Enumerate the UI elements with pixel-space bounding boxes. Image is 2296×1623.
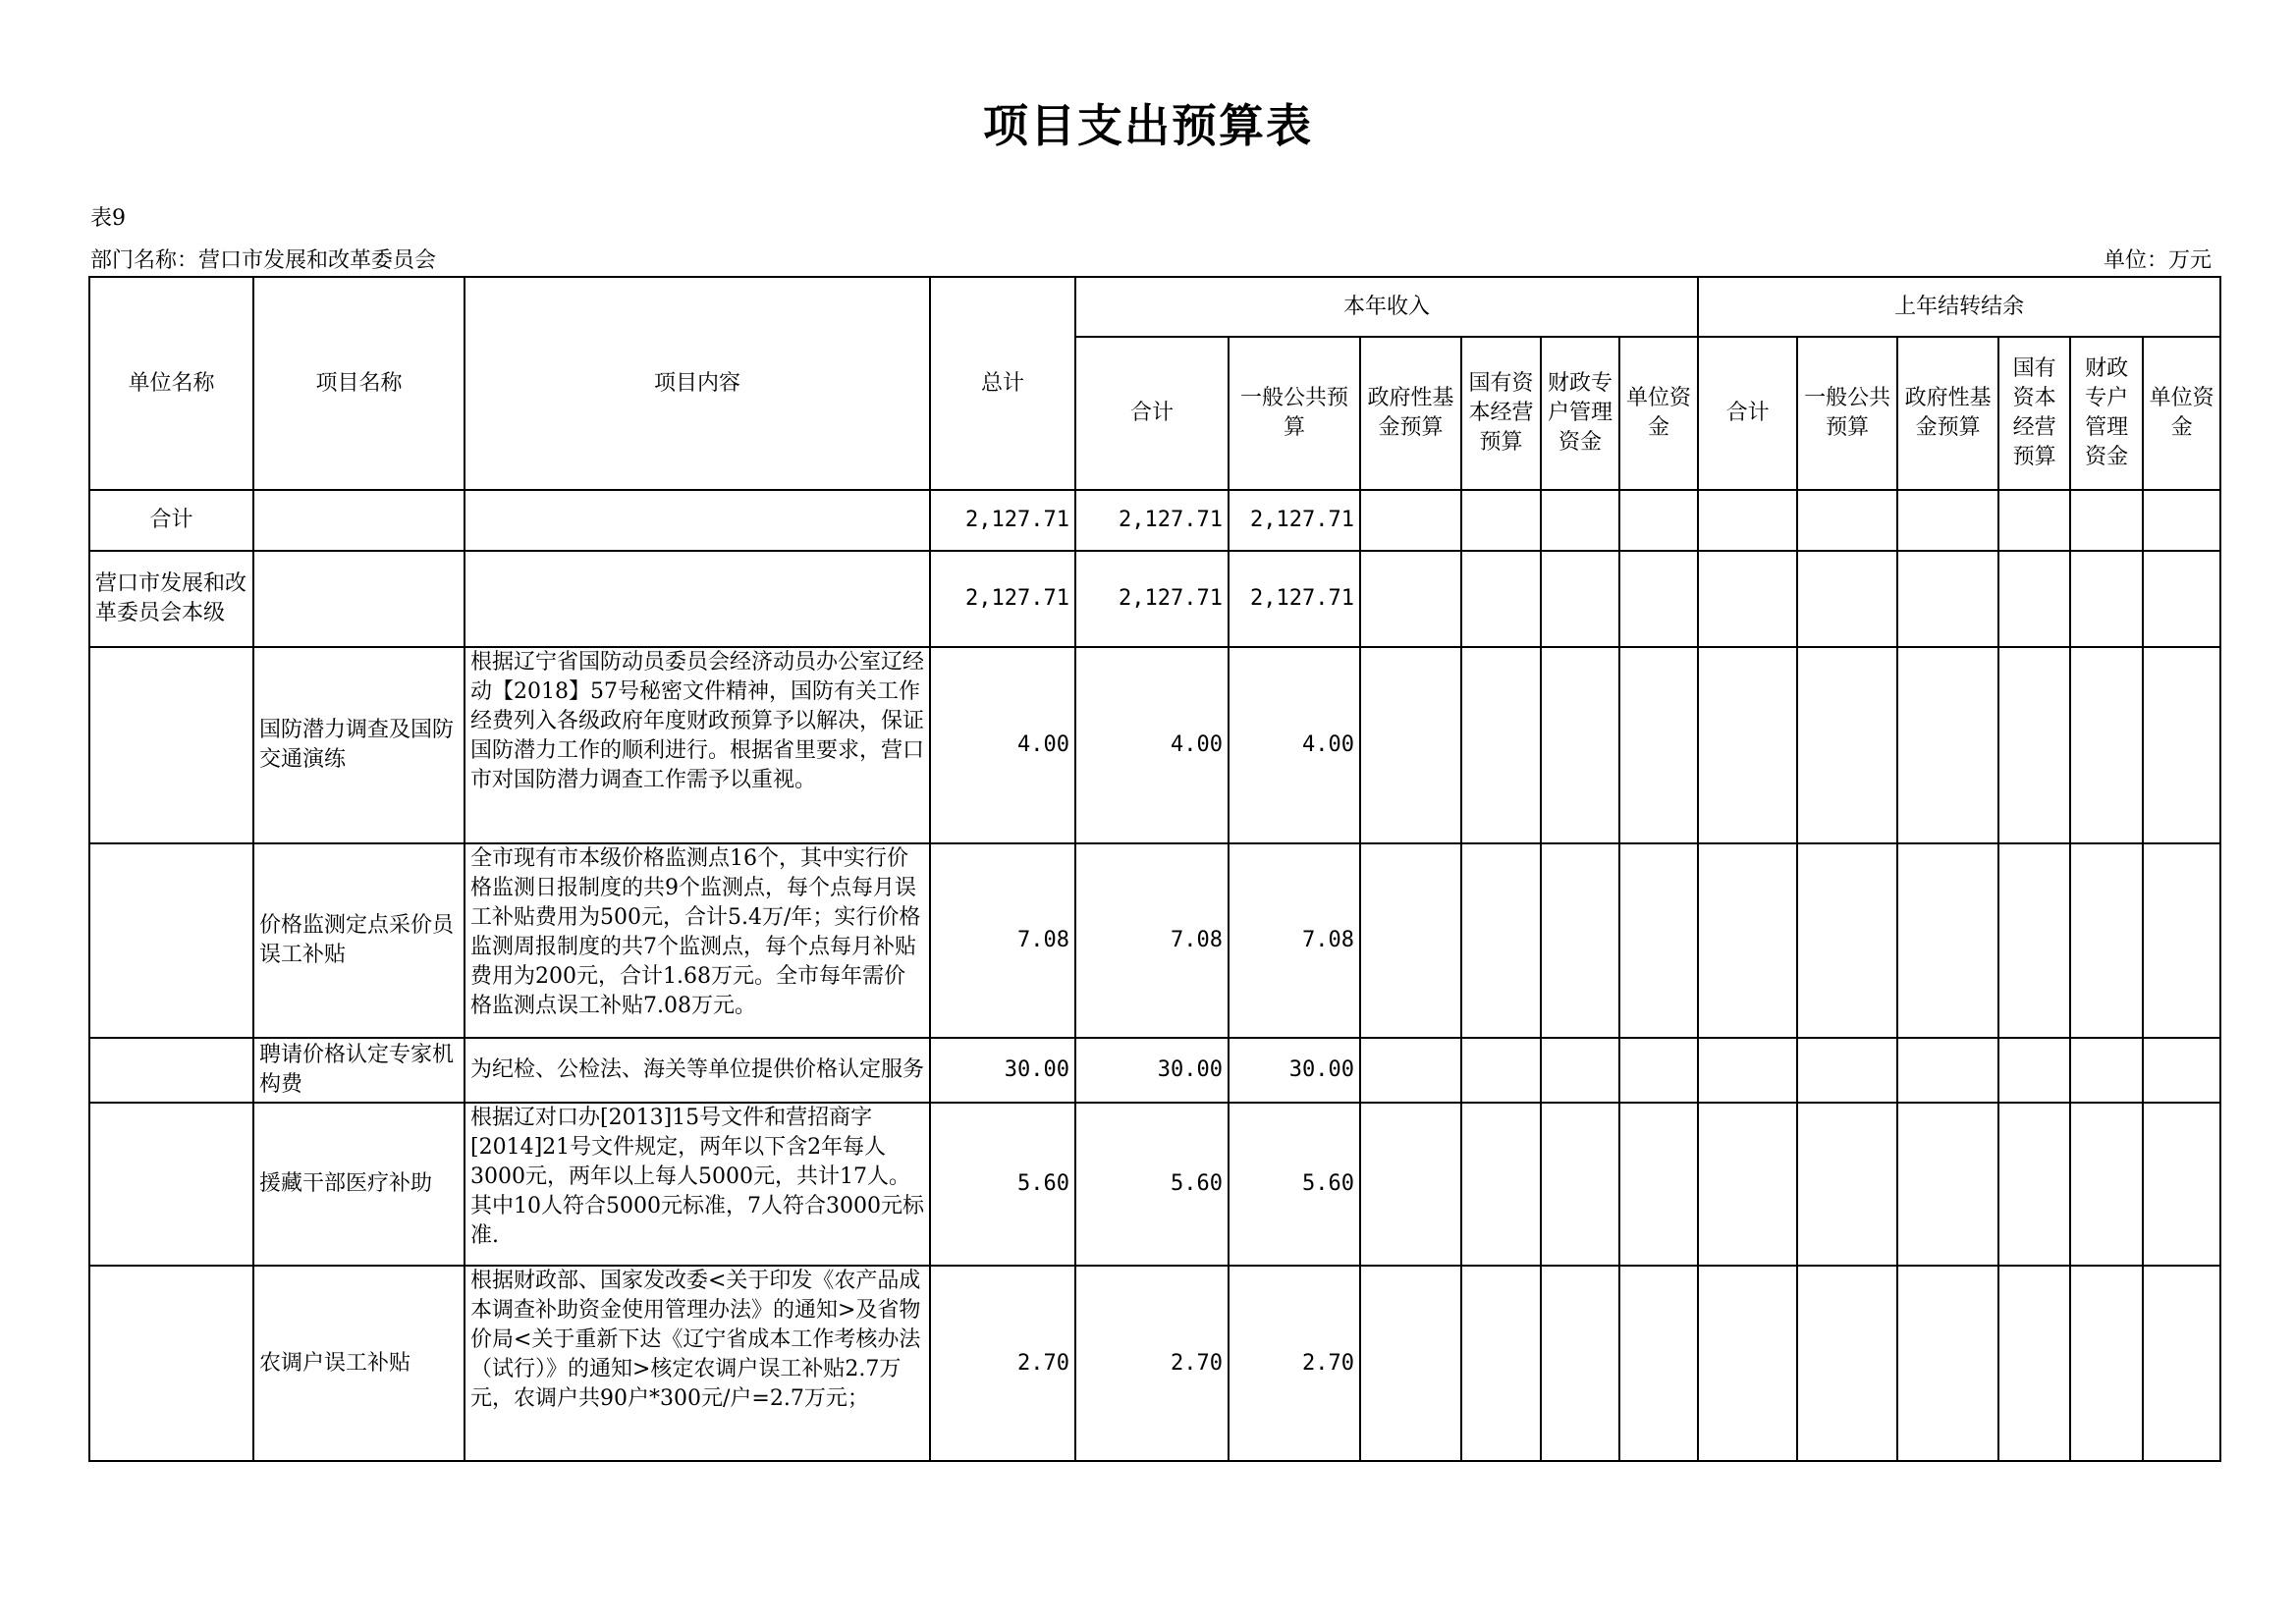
- cell-total: 2.70: [930, 1266, 1075, 1461]
- table-row: [89, 490, 2220, 551]
- cell-total: 2,127.71: [930, 551, 1075, 647]
- table-row: [89, 647, 2220, 843]
- cell-project-name: 国防潜力调查及国防交通演练: [253, 647, 465, 843]
- cell-project-content: [465, 551, 930, 647]
- header-carry-special-account: 财政专户管理资金: [2070, 337, 2143, 490]
- cell-total: 5.60: [930, 1103, 1075, 1266]
- cell-unit: 营口市发展和改革委员会本级: [89, 551, 253, 647]
- department-name: 部门名称：营口市发展和改革委员会: [90, 248, 437, 273]
- header-carryover: 上年结转结余: [1698, 277, 2220, 337]
- cell-project-content: 全市现有市本级价格监测点16个，其中实行价格监测日报制度的共9个监测点，每个点每月误工补贴费用为500元，合计5.4万/年；实行价格监测周报制度的共7个监测点，每个点每月补贴费用为200元，合计1.68万元。全市每年需价格监测点误工补贴7.08万元。: [465, 843, 930, 1038]
- cell-total: 2,127.71: [930, 490, 1075, 551]
- header-carry-general: 一般公共预算: [1797, 337, 1897, 490]
- cell-cur-total: 2.70: [1075, 1266, 1229, 1461]
- table-number: 表9: [90, 206, 126, 231]
- table-row: [89, 1038, 2220, 1103]
- cell-cur-general: 2.70: [1229, 1266, 1360, 1461]
- cell-cur-general: 7.08: [1229, 843, 1360, 1038]
- cell-unit: [89, 1266, 253, 1461]
- page-title: 项目支出预算表: [983, 99, 1313, 152]
- cell-cur-total: 2,127.71: [1075, 551, 1229, 647]
- header-cur-state-capital: 国有资本经营预算: [1461, 337, 1541, 490]
- cell-project-name: [253, 490, 465, 551]
- header-current-income: 本年收入: [1075, 277, 1698, 337]
- header-carry-state-capital: 国有资本经营预算: [1998, 337, 2070, 490]
- header-cur-special-account: 财政专户管理资金: [1541, 337, 1619, 490]
- table-row: [89, 1266, 2220, 1461]
- table-row: [89, 1103, 2220, 1266]
- header-unit-name: 单位名称: [89, 277, 253, 490]
- cell-cur-total: 30.00: [1075, 1038, 1229, 1103]
- cell-project-name: 援藏干部医疗补助: [253, 1103, 465, 1266]
- cell-cur-total: 5.60: [1075, 1103, 1229, 1266]
- budget-table: [88, 276, 2221, 1462]
- cell-total: 7.08: [930, 843, 1075, 1038]
- table-row: [89, 551, 2220, 647]
- cell-project-content: 根据辽对口办[2013]15号文件和营招商字[2014]21号文件规定，两年以下含2年每人3000元，两年以上每人5000元，共计17人。其中10人符合5000元标准，7人符合3000元标准.: [465, 1103, 930, 1266]
- cell-cur-general: 2,127.71: [1229, 490, 1360, 551]
- cell-unit: 合计: [89, 490, 253, 551]
- cell-cur-general: 5.60: [1229, 1103, 1360, 1266]
- header-carry-total: 合计: [1698, 337, 1797, 490]
- cell-cur-general: 2,127.71: [1229, 551, 1360, 647]
- header-total: 总计: [930, 277, 1075, 490]
- cell-unit: [89, 843, 253, 1038]
- cell-cur-general: 4.00: [1229, 647, 1360, 843]
- cell-unit: [89, 647, 253, 843]
- cell-project-content: 根据财政部、国家发改委<关于印发《农产品成本调查补助资金使用管理办法》的通知>及省物价局<关于重新下达《辽宁省成本工作考核办法（试行）》的通知>核定农调户误工补贴2.7万元，农调户共90户*300元/户=2.7万元；: [465, 1266, 930, 1461]
- header-cur-general: 一般公共预算: [1229, 337, 1360, 490]
- cell-cur-total: 2,127.71: [1075, 490, 1229, 551]
- cell-unit: [89, 1038, 253, 1103]
- cell-project-content: [465, 490, 930, 551]
- cell-cur-total: 7.08: [1075, 843, 1229, 1038]
- cell-total: 4.00: [930, 647, 1075, 843]
- cell-cur-total: 4.00: [1075, 647, 1229, 843]
- header-cur-total: 合计: [1075, 337, 1229, 490]
- header-cur-unit-fund: 单位资金: [1619, 337, 1698, 490]
- header-cur-fund: 政府性基金预算: [1360, 337, 1461, 490]
- header-project-content: 项目内容: [465, 277, 930, 490]
- cell-project-name: 农调户误工补贴: [253, 1266, 465, 1461]
- cell-project-content: 为纪检、公检法、海关等单位提供价格认定服务: [465, 1038, 930, 1103]
- header-carry-fund: 政府性基金预算: [1897, 337, 1998, 490]
- header-carry-unit-fund: 单位资金: [2143, 337, 2220, 490]
- header-project-name: 项目名称: [253, 277, 465, 490]
- cell-cur-general: 30.00: [1229, 1038, 1360, 1103]
- cell-project-name: 价格监测定点采价员误工补贴: [253, 843, 465, 1038]
- cell-project-name: [253, 551, 465, 647]
- cell-unit: [89, 1103, 253, 1266]
- cell-project-name: 聘请价格认定专家机构费: [253, 1038, 465, 1103]
- table-row: [89, 843, 2220, 1038]
- cell-project-content: 根据辽宁省国防动员委员会经济动员办公室辽经动【2018】57号秘密文件精神，国防有关工作经费列入各级政府年度财政预算予以解决，保证国防潜力工作的顺利进行。根据省里要求，营口市对国防潜力调查工作需予以重视。: [465, 647, 930, 843]
- unit-label: 单位：万元: [2103, 248, 2212, 273]
- cell-total: 30.00: [930, 1038, 1075, 1103]
